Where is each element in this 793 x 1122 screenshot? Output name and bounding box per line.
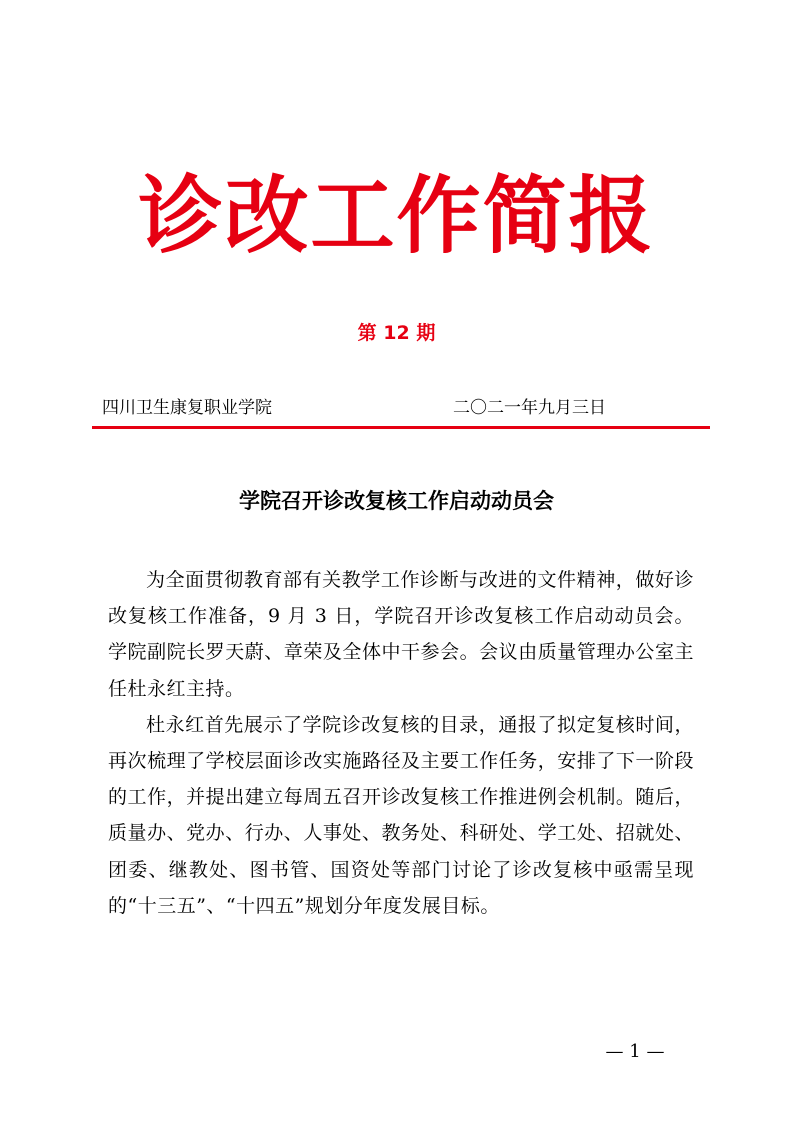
issuing-organization: 四川卫生康复职业学院 xyxy=(102,398,272,418)
page-number: — 1 — xyxy=(605,1041,665,1062)
article-paragraph: 杜永红首先展示了学院诊改复核的目录，通报了拟定复核时间，再次梳理了学校层面诊改实施路径及主要工作任务，安排了下一阶段的工作，并提出建立每周五召开诊改复核工作推进例会机制。随后，质量办、党办、行办、人事处、教务处、科研处、学工处、招就处、团委、继教处、图书管、国资处等部门讨论了诊改复核中亟需呈现的“十三五”、“十四五”规划分年度发展目标。 xyxy=(108,713,694,917)
bulletin-masthead: 诊改工作简报 xyxy=(138,167,655,265)
issue-date: 二〇二一年九月三日 xyxy=(453,398,606,418)
article-body xyxy=(108,562,694,924)
issue-number: 第 12 期 xyxy=(357,322,436,344)
article-paragraph: 为全面贯彻教育部有关教学工作诊断与改进的文件精神，做好诊改复核工作准备，9 月 3 日，学院召开诊改复核工作启动动员会。学院副院长罗天蔚、章荣及全体中干参会。会议由质量管理办公室主任杜永红主持。 xyxy=(108,569,694,700)
article-title: 学院召开诊改复核工作启动动员会 xyxy=(239,488,554,513)
header-divider xyxy=(92,426,710,429)
